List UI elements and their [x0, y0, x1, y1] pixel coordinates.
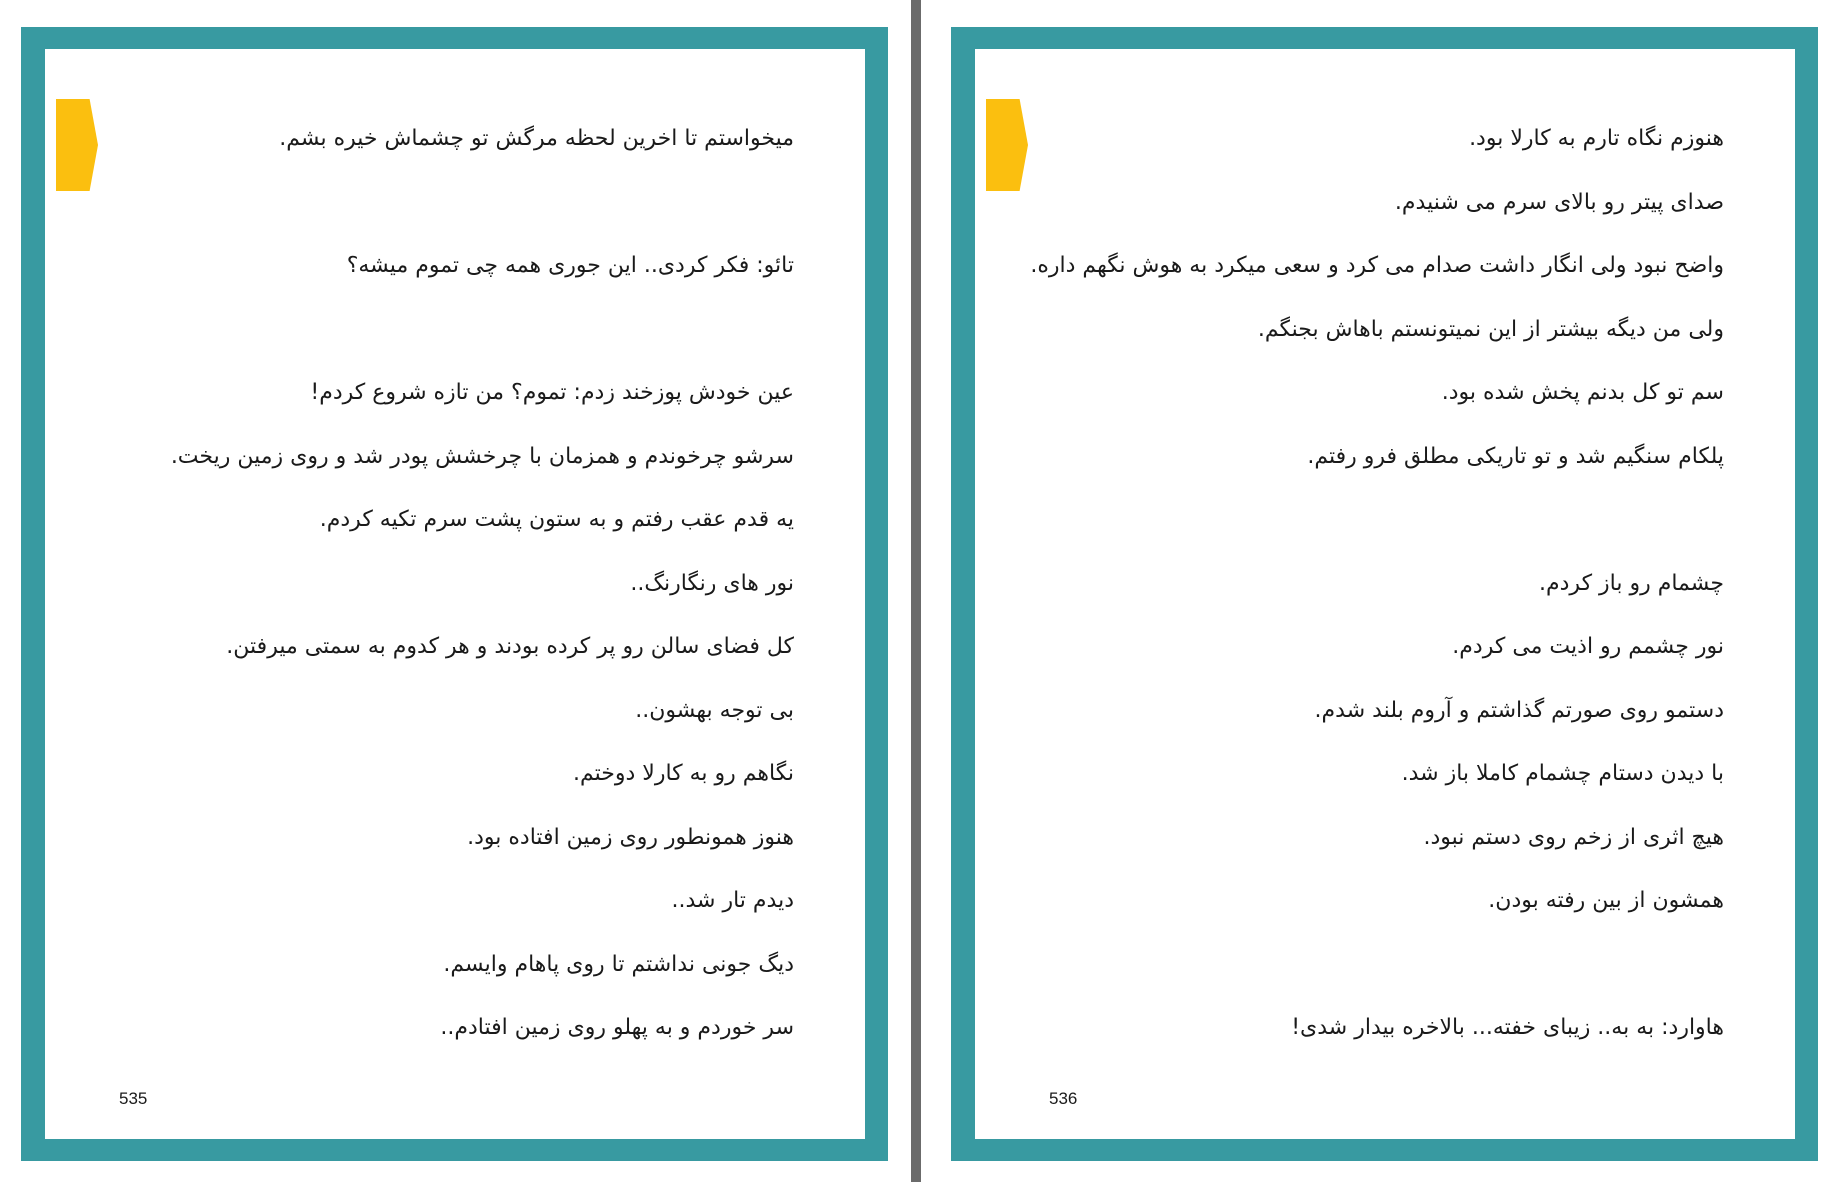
text-line: با دیدن دستام چشمام کاملا باز شد.	[1401, 761, 1724, 786]
page-536	[951, 27, 1818, 1161]
text-line: یه قدم عقب رفتم و به ستون پشت سرم تکیه کردم.	[319, 507, 794, 532]
text-line: نور های رنگارنگ..	[630, 570, 794, 596]
text-line: کل فضای سالن رو پر کرده بودند و هر کدوم به سمتی میرفتن.	[226, 634, 794, 659]
text-line	[964, 947, 1724, 1011]
page-535	[21, 27, 888, 1161]
text-line: نگاهم رو به کارلا دوختم.	[573, 761, 794, 786]
text-line: نور چشمم رو اذیت می کردم.	[1452, 634, 1724, 659]
text-line: میخواستم تا اخرین لحظه مرگش تو چشماش خیره بشم.	[279, 126, 794, 151]
text-line: سرشو چرخوندم و همزمان با چرخشش پودر شد و روی زمین ریخت.	[170, 443, 794, 469]
text-line: هاوارد: به به.. زیبای خفته... بالاخره بیدار شدی!	[1291, 1015, 1724, 1040]
text-line: چشمام رو باز کردم.	[1539, 570, 1724, 596]
text-line: هنوزم نگاه تارم به کارلا بود.	[1469, 126, 1724, 151]
page-content-area	[975, 49, 1795, 1139]
text-line: دیدم تار شد..	[671, 888, 794, 913]
text-line	[964, 502, 1724, 566]
text-line	[34, 185, 794, 249]
text-line: هیچ اثری از زخم روی دستم نبود.	[1423, 824, 1724, 850]
text-line: عین خودش پوزخند زدم: تموم؟ من تازه شروع کردم!	[310, 380, 794, 405]
page-number: 535	[119, 1089, 148, 1108]
book-spine	[911, 0, 921, 1182]
text-line: پلکام سنگیم شد و تو تاریکی مطلق فرو رفتم.	[1307, 443, 1724, 469]
text-line: سر خوردم و به پهلو روی زمین افتادم..	[440, 1015, 794, 1040]
text-line: دستمو روی صورتم گذاشتم و آروم بلند شدم.	[1314, 697, 1724, 723]
text-line: ولی من دیگه بیشتر از این نمیتونستم باهاش بجنگم.	[1257, 316, 1724, 342]
page-text	[34, 121, 794, 1074]
text-line	[34, 312, 794, 376]
text-line: واضح نبود ولی انگار داشت صدام می کرد و سعی میکرد به هوش نگهم داره.	[1030, 253, 1724, 278]
page-text	[964, 121, 1724, 1074]
text-line: هنوز همونطور روی زمین افتاده بود.	[467, 824, 794, 850]
text-line: همشون از بین رفته بودن.	[1488, 888, 1724, 913]
text-line: بی توجه بهشون..	[635, 697, 794, 723]
text-line: سم تو کل بدنم پخش شده بود.	[1441, 380, 1724, 405]
text-line: صدای پیتر رو بالای سرم می شنیدم.	[1394, 189, 1724, 215]
text-line: تائو: فکر کردی.. این جوری همه چی تموم میشه؟	[346, 253, 794, 278]
page-number: 536	[1049, 1089, 1078, 1108]
text-line: دیگ جونی نداشتم تا روی پاهام وایسم.	[443, 951, 794, 977]
page-content-area	[45, 49, 865, 1139]
